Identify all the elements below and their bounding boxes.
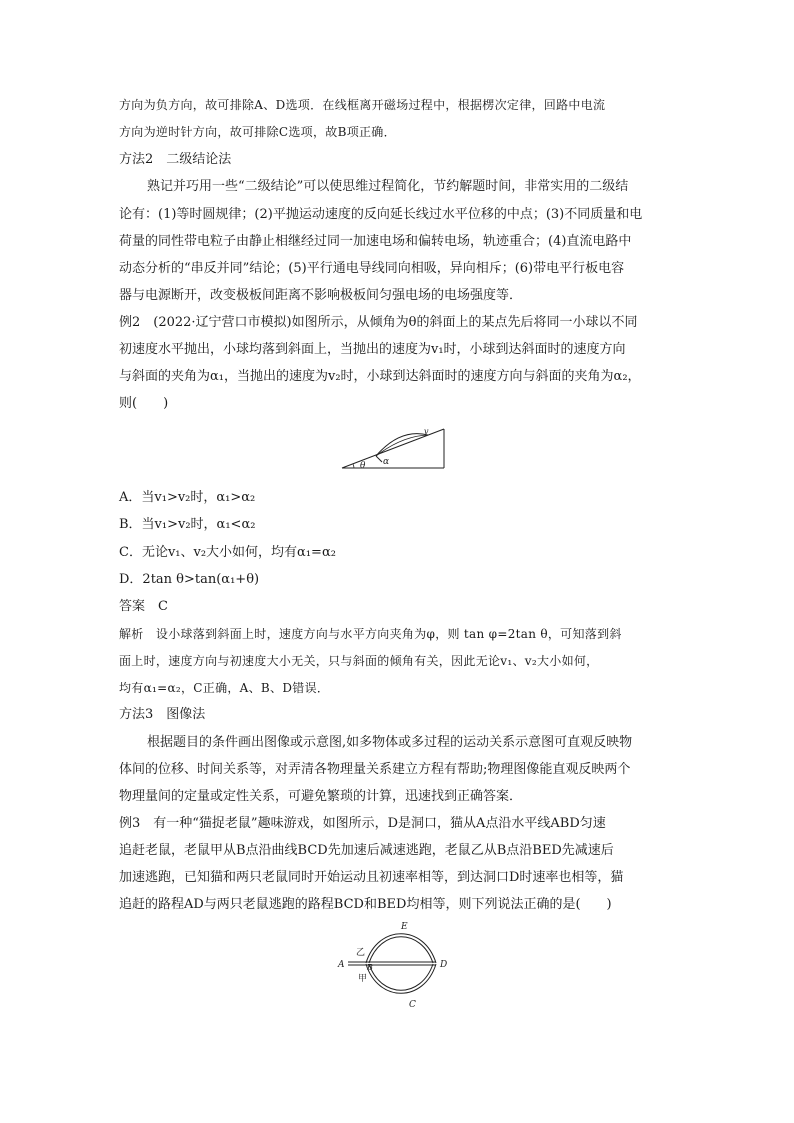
method3-line-1: 根据题目的条件画出图像或示意图,如多物体或多过程的运动关系示意图可直观反映物 — [147, 735, 633, 750]
label-b: B — [367, 963, 373, 972]
velocity-arrow — [376, 456, 382, 462]
theta-arc — [353, 464, 354, 468]
alpha-label: α — [383, 457, 390, 467]
example3-line-1: 例3 有一种“猫捉老鼠”趣味游戏，如图所示，D是洞口，猫从A点沿水平线ABD匀速 — [119, 816, 606, 831]
option-b: B．当v₁>v₂时，α₁<α₂ — [119, 517, 256, 532]
curve-bed-inner — [369, 937, 433, 963]
method2-line-3: 荷量的同性带电粒子由静止相继经过同一加速电场和偏转电场，轨迹重合；(4)直流电路中 — [119, 234, 632, 249]
method2-title: 方法2 二级结论法 — [119, 152, 232, 167]
label-c: C — [409, 1000, 416, 1010]
example3-line-3: 加速逃跑，已知猫和两只老鼠同时开始运动且初速率相等，到达洞口D时速率也相等，猫 — [119, 870, 624, 885]
cat-mouse-figure — [334, 918, 460, 1010]
analysis-line-2: 面上时，速度方向与初速度大小无关，只与斜面的倾角有关，因此无论v₁、v₂大小如何， — [119, 654, 599, 668]
example3-line-2: 追赶老鼠，老鼠甲从B点沿曲线BCD先加速后减速逃跑，老鼠乙从B点沿BED先减速后 — [119, 843, 614, 858]
theta-label: θ — [360, 461, 366, 471]
method3-title: 方法3 图像法 — [119, 707, 206, 722]
example2-line-4: 则( ) — [119, 396, 169, 411]
option-a: A．当v₁>v₂时，α₁>α₂ — [119, 490, 256, 505]
label-d: D — [440, 960, 448, 970]
example2-line-1: 例2 (2022·辽宁营口市模拟)如图所示，从倾角为θ的斜面上的某点先后将同一小球以不同 — [119, 315, 638, 330]
analysis-line-1: 解析 设小球落到斜面上时，速度方向与水平方向夹角为φ，则 tan φ=2tan θ，可知落到斜 — [119, 627, 622, 641]
example2-line-3: 与斜面的夹角为α₁，当抛出的速度为v₂时，小球到达斜面时的速度方向与斜面的夹角为α₂， — [119, 369, 641, 384]
label-jia: 甲 — [358, 974, 368, 984]
method3-line-3: 物理量间的定量或定性关系，可避免繁琐的计算，迅速找到正确答案． — [119, 789, 523, 804]
incline-figure — [340, 422, 450, 472]
curve-bcd-inner — [369, 964, 433, 990]
option-d: D．2tan θ>tan(α₁+θ) — [119, 572, 260, 587]
method2-line-4: 动态分析的“串反并同”结论；(5)平行通电导线同向相吸，异向相斥；(6)带电平行板电容 — [119, 261, 625, 276]
incline-line — [342, 429, 444, 468]
answer: 答案 C — [119, 599, 168, 614]
solution-line-2: 方向为逆时针方向，故可排除C选项，故B项正确． — [119, 125, 396, 139]
option-c: C．无论v₁、v₂大小如何，均有α₁=α₂ — [119, 545, 336, 560]
label-a: A — [338, 960, 345, 970]
label-yi: 乙 — [356, 948, 366, 958]
label-e: E — [401, 922, 408, 932]
example3-line-4: 追赶的路程AD与两只老鼠逃跑的路程BCD和BED均相等，则下列说法正确的是( ) — [119, 897, 612, 912]
method2-line-2: 论有：(1)等时圆规律；(2)平抛运动速度的反向延长线过水平位移的中点；(3)不同质量和电 — [119, 207, 643, 222]
v-label: v — [424, 427, 429, 436]
method2-line-1: 熟记并巧用一些“二级结论”可以使思维过程简化，节约解题时间，非常实用的二级结 — [147, 179, 629, 194]
solution-line-1: 方向为负方向，故可排除A、D选项．在线框离开磁场过程中，根据楞次定律，回路中电流 — [119, 98, 606, 112]
method2-line-5: 器与电源断开，改变极板间距离不影响极板间匀强电场的电场强度等． — [119, 288, 523, 303]
analysis-line-3: 均有α₁=α₂，C正确，A、B、D错误． — [119, 681, 330, 695]
example2-line-2: 初速度水平抛出，小球均落到斜面上，当抛出的速度为v₁时，小球到达斜面时的速度方向 — [119, 342, 626, 357]
method3-line-2: 体间的位移、时间关系等，对弄清各物理量关系建立方程有帮助;物理图像能直观反映两个 — [119, 762, 631, 777]
